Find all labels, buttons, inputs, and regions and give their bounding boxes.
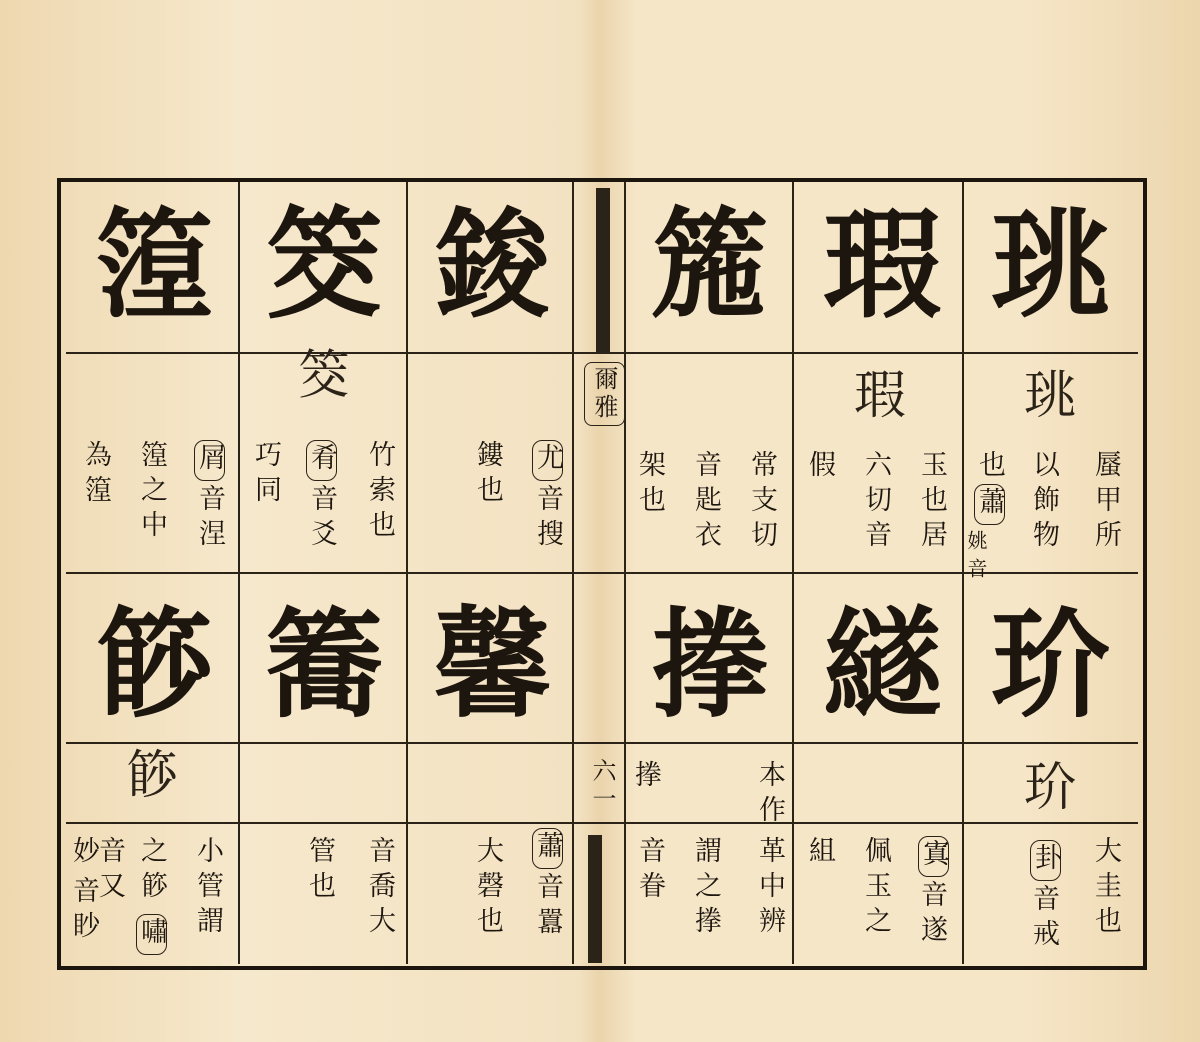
seal-script-char: 瑕 [853,366,906,426]
headword: 篎 [95,595,214,734]
note-column-boxed: 肴 [306,440,337,481]
headword: 搼 [651,595,770,734]
headword: 筊 [265,195,384,334]
note-column: 為篞 [80,440,111,510]
vrule-1 [238,182,240,964]
note-column: 鏤也 [472,440,503,510]
headword: 馨 [433,595,552,734]
note-column-boxed: 寘 [918,836,949,877]
note-column: 音涅 [194,484,225,554]
center-fold-top [596,188,610,353]
headword: 玠 [991,595,1110,734]
headword: 瑕 [823,195,942,334]
note-column-boxed: 蕭 [974,484,1005,525]
note-column-boxed: 卦 [1030,840,1061,881]
headword: 繸 [823,595,942,734]
note-column: 音眇 [68,876,99,946]
headword: 簥 [265,595,384,734]
note-column: 音戒 [1028,884,1059,954]
note-column: 蜃甲所 [1090,450,1121,555]
note-column: 音匙衣 [690,450,721,555]
note-column: 玉也居 [916,450,947,555]
note-column: 篞之中 [136,440,167,545]
note-column: 大磬也 [472,836,503,941]
rule-4 [66,822,1138,824]
page-number: 六一 [588,758,616,814]
note-column: 組 [804,836,835,871]
note-column: 音眷 [634,836,665,906]
note-column: 以飾物 [1028,450,1059,555]
note-column: 大圭也 [1090,836,1121,941]
seal-script-char: 玠 [1023,758,1076,818]
note-column: 之篎 [136,836,167,906]
headword: 珧 [991,195,1110,334]
note-column-boxed: 嘯 [136,914,167,955]
note-column: 音爻 [306,484,337,554]
seal-script-char: 篎 [125,746,178,806]
note-column: 革中辨 [754,836,785,941]
note-column: 音遂 [916,880,947,950]
note-column: 管也 [304,836,335,906]
note-column: 姚音 [964,530,988,586]
note-column: 佩玉之 [860,836,891,941]
note-column: 也 [974,450,1005,485]
book-title-label: 爾雅 [584,362,625,426]
note-column: 架也 [634,450,665,520]
headword: 鋑 [433,195,552,334]
seal-script-char: 珧 [1023,366,1076,426]
headword: 篞 [95,195,214,334]
note-column: 音喬大 [364,836,395,941]
note-column: 巧同 [250,440,281,510]
note-column: 六切音 [860,450,891,555]
headword: 箷 [651,195,770,334]
note-column: 竹索也 [364,440,395,545]
note-column: 小管謂 [192,836,223,941]
note-column-boxed: 屑 [194,440,225,481]
note-column: 音搜 [532,484,563,554]
rule-1 [66,352,1138,354]
note-column: 音囂 [532,872,563,942]
note-column: 妙 [68,836,99,871]
note-column-boxed: 尤 [532,440,563,481]
rule-3 [66,742,1138,744]
note-column: 假 [804,450,835,485]
note-column: 謂之搼 [690,836,721,941]
note-column: 常支切 [746,450,777,555]
note-column: 搼 [630,760,661,795]
seal-script-char: 筊 [297,346,350,406]
center-fold-bottom [588,835,602,963]
note-column: 本作 [754,760,785,830]
note-column-boxed: 蕭 [532,828,563,869]
note-column: 音又 [94,836,125,906]
